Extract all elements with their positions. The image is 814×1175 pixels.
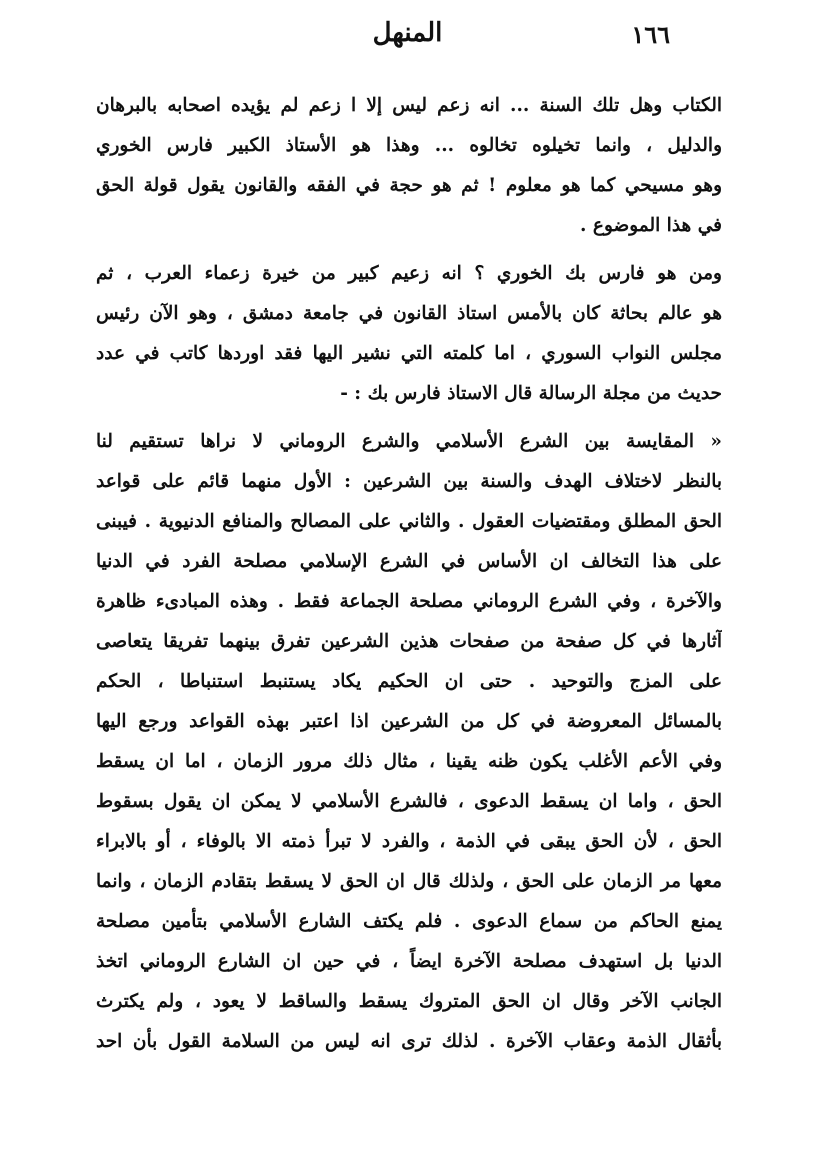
text-line: بأثقال الذمة وعقاب الآخرة . لذلك ترى انه ليس من السلامة القول بأن احد	[96, 1031, 722, 1052]
text-line: آثارها في كل صفحة من صفحات هذين الشرعين تفرق بينهما تفريقا يتعاصى	[96, 631, 722, 652]
text-line: هو عالم بحاثة كان بالأمس استاذ القانون في جامعة دمشق ، وهو الآن رئيس	[96, 303, 722, 324]
paragraph-2	[96, 254, 722, 414]
text-line: وفي الأعم الأغلب يكون ظنه يقينا ، مثال ذلك مرور الزمان ، اما ان يسقط	[96, 751, 722, 772]
paragraph-3-quote	[96, 422, 722, 1062]
text-line: على المزج والتوحيد . حتى ان الحكيم يكاد يستنبط استنباطا ، الحكم	[96, 671, 722, 692]
text-line: الكتاب وهل تلك السنة ... انه زعم ليس إلا ا زعم لم يؤيده اصحابه بالبرهان	[96, 95, 722, 116]
text-line: في هذا الموضوع .	[580, 215, 722, 236]
text-line: مجلس النواب السوري ، اما كلمته التي نشير اليها فقد اوردها كاتب في عدد	[96, 343, 722, 364]
text-line: وهو مسيحي كما هو معلوم ! ثم هو حجة في الفقه والقانون يقول قولة الحق	[96, 175, 722, 196]
text-line: والدليل ، وانما تخيلوه تخالوه ... وهذا هو الأستاذ الكبير فارس الخوري	[96, 135, 722, 156]
paragraph-gap	[96, 246, 722, 254]
text-line: حديث من مجلة الرسالة قال الاستاذ فارس بك : -	[340, 383, 722, 404]
page-header	[105, 14, 710, 54]
text-line: بالمسائل المعروضة في كل من الشرعين اذا اعتبر بهذه القواعد ورجع اليها	[96, 711, 722, 732]
text-line: الدنيا بل استهدف مصلحة الآخرة ايضاً ، في حين ان الشارع الروماني اتخذ	[96, 951, 722, 972]
text-line: « المقايسة بين الشرع الأسلامي والشرع الروماني لا نراها تستقيم لنا	[96, 431, 722, 452]
text-line: الحق المطلق ومقتضيات العقول . والثاني على المصالح والمنافع الدنيوية . فيبنى	[96, 511, 722, 532]
text-line: يمنع الحاكم من سماع الدعوى . فلم يكتف الشارع الأسلامي بتأمين مصلحة	[96, 911, 722, 932]
text-line: الحق ، واما ان يسقط الدعوى ، فالشرع الأسلامي لا يمكن ان يقول بسقوط	[96, 791, 722, 812]
text-line: بالنظر لاختلاف الهدف والسنة بين الشرعين : الأول منهما قائم على قواعد	[96, 471, 722, 492]
page-number: ١٦٦	[631, 20, 670, 49]
text-line: الحق ، لأن الحق يبقى في الذمة ، والفرد لا تبرأ ذمته الا بالوفاء ، أو بالابراء	[96, 831, 722, 852]
paragraph-1	[96, 86, 722, 246]
text-line: والآخرة ، وفي الشرع الروماني مصلحة الجماعة فقط . وهذه المبادىء ظاهرة	[96, 591, 722, 612]
body-text	[96, 86, 722, 1062]
text-line: على هذا التخالف ان الأساس في الشرع الإسلامي مصلحة الفرد في الدنيا	[96, 551, 722, 572]
text-line: الجانب الآخر وقال ان الحق المتروك يسقط والساقط لا يعود ، ولم يكترث	[96, 991, 722, 1012]
text-line: ومن هو فارس بك الخوري ؟ انه زعيم كبير من خيرة زعماء العرب ، ثم	[96, 263, 722, 284]
paragraph-gap	[96, 414, 722, 422]
journal-title: المنهل	[372, 18, 443, 48]
text-line: معها مر الزمان على الحق ، ولذلك قال ان الحق لا يسقط بتقادم الزمان ، وانما	[96, 871, 722, 892]
